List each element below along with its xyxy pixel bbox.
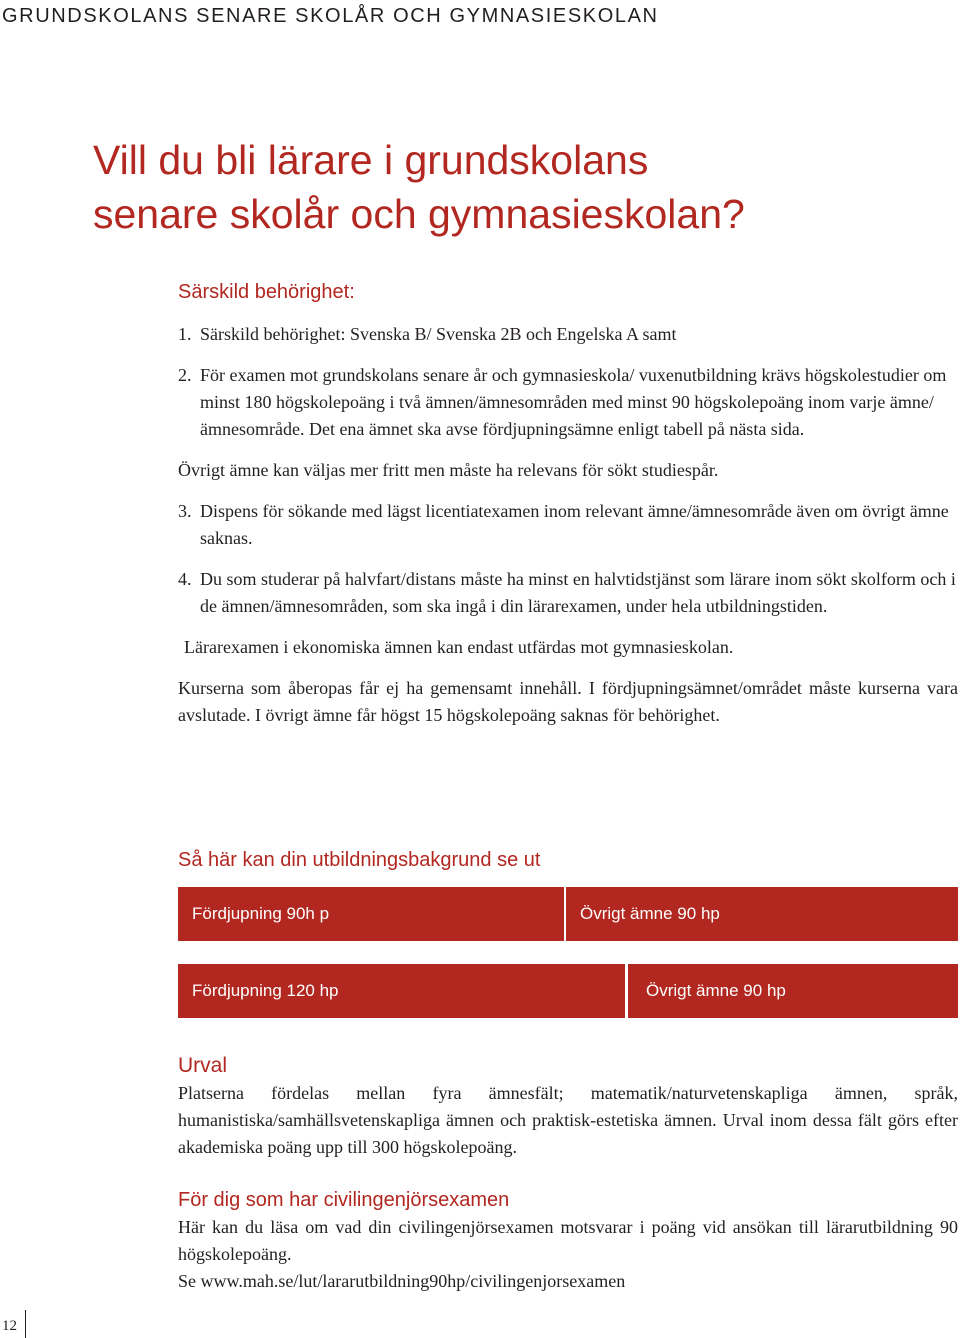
title-line-1: Vill du bli lärare i grundskolans <box>93 137 649 183</box>
page-number: 12 <box>2 1318 17 1334</box>
item-number: 4. <box>178 569 192 589</box>
civilingenjor-text: Här kan du läsa om vad din civilingenjörsexamen motsvarar i poäng vid ansökan till lärarutbildning 90 högskolepoäng. <box>178 1217 958 1264</box>
requirements-heading: Särskild behörighet: <box>178 281 355 303</box>
courses-note: Kurserna som åberopas får ej ha gemensamt innehåll. I fördjupningsämnet/området måste kurserna vara avslutade. I övrigt ämne får högst 15 högskolepoäng saknas för behörighet. <box>178 678 958 725</box>
requirement-item-4 <box>178 566 958 620</box>
requirement-item-3 <box>178 498 958 552</box>
item-number: 1. <box>178 324 192 344</box>
background-heading: Så här kan din utbildningsbakgrund se ut <box>178 849 541 871</box>
requirement-item-1 <box>178 321 958 348</box>
ovrigt-amne-box: Övrigt ämne 90 hp <box>566 887 958 941</box>
item-number: 3. <box>178 501 192 521</box>
urval-text: Platserna fördelas mellan fyra ämnesfält; matematik/naturvetenskapliga ämnen, språk, humanistiska/samhällsvetenskapliga ämnen och praktisk-estetiska ämnen. Urval inom dessa fält görs efter akademiska poäng upp till 300 högskolepoäng. <box>178 1083 958 1157</box>
item-number: 2. <box>178 365 192 385</box>
ovrigt-amne-box: Övrigt ämne 90 hp <box>628 964 958 1018</box>
background-option-2 <box>178 964 958 1018</box>
urval-heading: Urval <box>178 1054 228 1077</box>
requirements-section <box>178 278 958 729</box>
other-subject-note: Övrigt ämne kan väljas mer fritt men måste ha relevans för sökt studiespår. <box>178 460 719 480</box>
page-number-rule <box>25 1310 26 1338</box>
running-header: GRUNDSKOLANS SENARE SKOLÅR OCH GYMNASIESKOLAN <box>2 5 659 27</box>
title-line-2: senare skolår och gymnasieskolan? <box>93 191 745 237</box>
item-text: Särskild behörighet: Svenska B/ Svenska 2B och Engelska A samt <box>200 324 677 344</box>
fordjupning-box: Fördjupning 90h p <box>178 887 564 941</box>
urval-section <box>178 1052 958 1161</box>
background-option-1 <box>178 887 958 941</box>
item-text: Du som studerar på halvfart/distans måste ha minst en halvtidstjänst som lärare inom sökt skolform och i de ämnen/ämnesområden, som ska ingå i din lärarexamen, under hela utbildningstiden. <box>200 569 956 616</box>
page-title <box>93 133 745 241</box>
item-text: För examen mot grundskolans senare år och gymnasieskola/ vuxenutbildning krävs högskolestudier om minst 180 högskolepoäng i två ämnen/ämnesområden med minst 90 högskolepoäng inom varje ämne/ämnesområde. Det ena ämnet ska avse fördjupningsämne enligt tabell på nästa sida. <box>200 365 947 439</box>
item-text: Dispens för sökande med lägst licentiatexamen inom relevant ämne/ämnesområde även om övrigt ämne saknas. <box>200 501 949 548</box>
civilingenjor-link[interactable]: Se www.mah.se/lut/lararutbildning90hp/civilingenjorsexamen <box>178 1271 626 1291</box>
civilingenjor-heading: För dig som har civilingenjörsexamen <box>178 1189 510 1211</box>
fordjupning-box: Fördjupning 120 hp <box>178 964 625 1018</box>
requirement-item-2 <box>178 362 958 443</box>
economics-note: Lärarexamen i ekonomiska ämnen kan endast utfärdas mot gymnasieskolan. <box>184 637 734 657</box>
civilingenjor-section <box>178 1186 958 1295</box>
